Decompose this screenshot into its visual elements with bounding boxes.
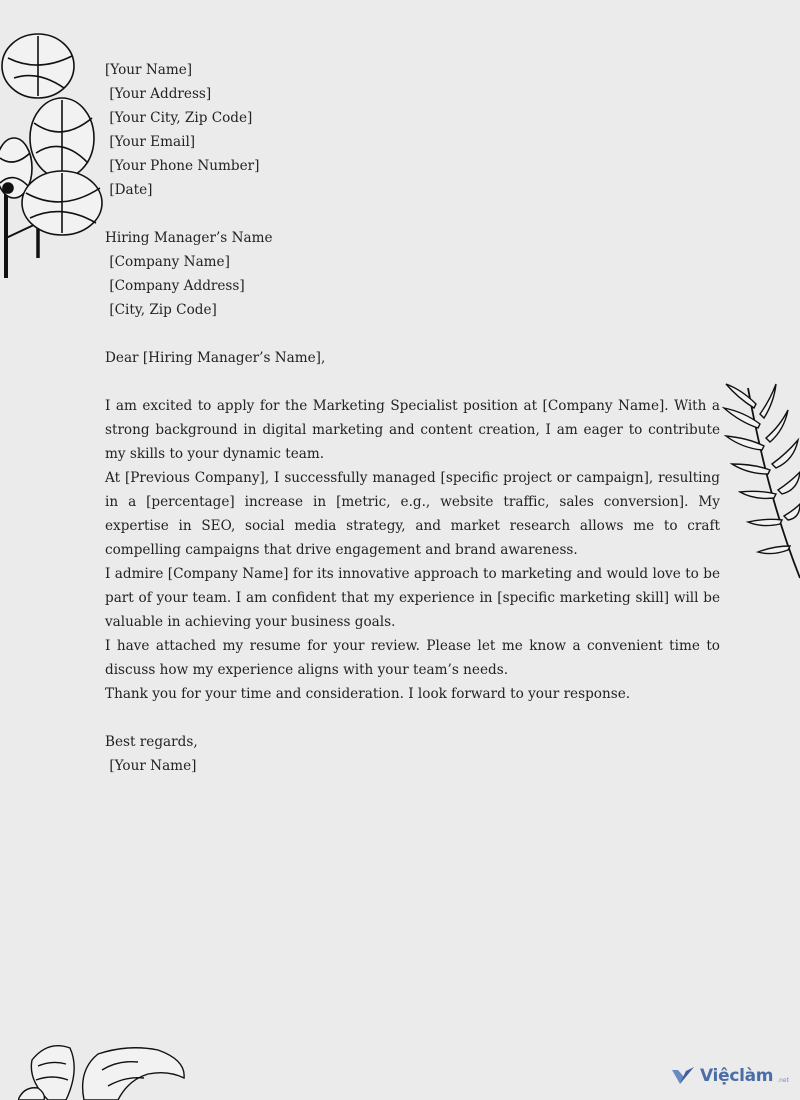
letter-body [105, 58, 720, 778]
monstera-plant-icon [0, 18, 110, 278]
sender-email: [Your Email] [109, 134, 196, 150]
salutation: Dear [Hiring Manager’s Name], [105, 350, 326, 366]
vieclam-logo [672, 1064, 789, 1088]
sender-name: [Your Name] [105, 62, 193, 78]
recipient-address: [Company Address] [109, 278, 245, 294]
body-paragraph-4: I have attached my resume for your review. Please let me know a convenient time to discuss how my experience aligns with your team’s needs. [105, 638, 720, 678]
sender-city-zip: [Your City, Zip Code] [109, 110, 253, 126]
letter-date: [Date] [109, 182, 153, 198]
body-paragraph-1: I am excited to apply for the Marketing Specialist position at [Company Name]. With a strong background in digital marketing and content creation, I am eager to contribute my skills to your dynamic team. [105, 398, 720, 462]
calla-lily-icon [18, 1030, 188, 1100]
closing-name: [Your Name] [109, 758, 197, 774]
logo-brand-text: Việclàm [700, 1066, 774, 1086]
body-paragraph-2: At [Previous Company], I successfully managed [specific project or campaign], resulting in a [percentage] increase in [metric, e.g., website traffic, sales conversion]. My expertise in SEO, social media strategy, and market research allows me to craft compelling campaigns that drive engagement and brand awareness. [105, 470, 720, 558]
sender-address: [Your Address] [109, 86, 212, 102]
recipient-city-zip: [City, Zip Code] [109, 302, 217, 318]
body-paragraph-5: Thank you for your time and consideration. I look forward to your response. [105, 686, 631, 702]
sender-phone: [Your Phone Number] [109, 158, 260, 174]
body-paragraph-3: I admire [Company Name] for its innovative approach to marketing and would love to be part of your team. I am confident that my experience in [specific marketing skill] will be valuable in achieving your business goals. [105, 566, 720, 630]
recipient-name: Hiring Manager’s Name [105, 230, 273, 246]
closing-phrase: Best regards, [105, 734, 198, 750]
recipient-company: [Company Name] [109, 254, 230, 270]
fern-leaf-icon [718, 378, 800, 588]
v-check-logo-icon [672, 1067, 696, 1085]
logo-suffix: .net [777, 1077, 789, 1084]
